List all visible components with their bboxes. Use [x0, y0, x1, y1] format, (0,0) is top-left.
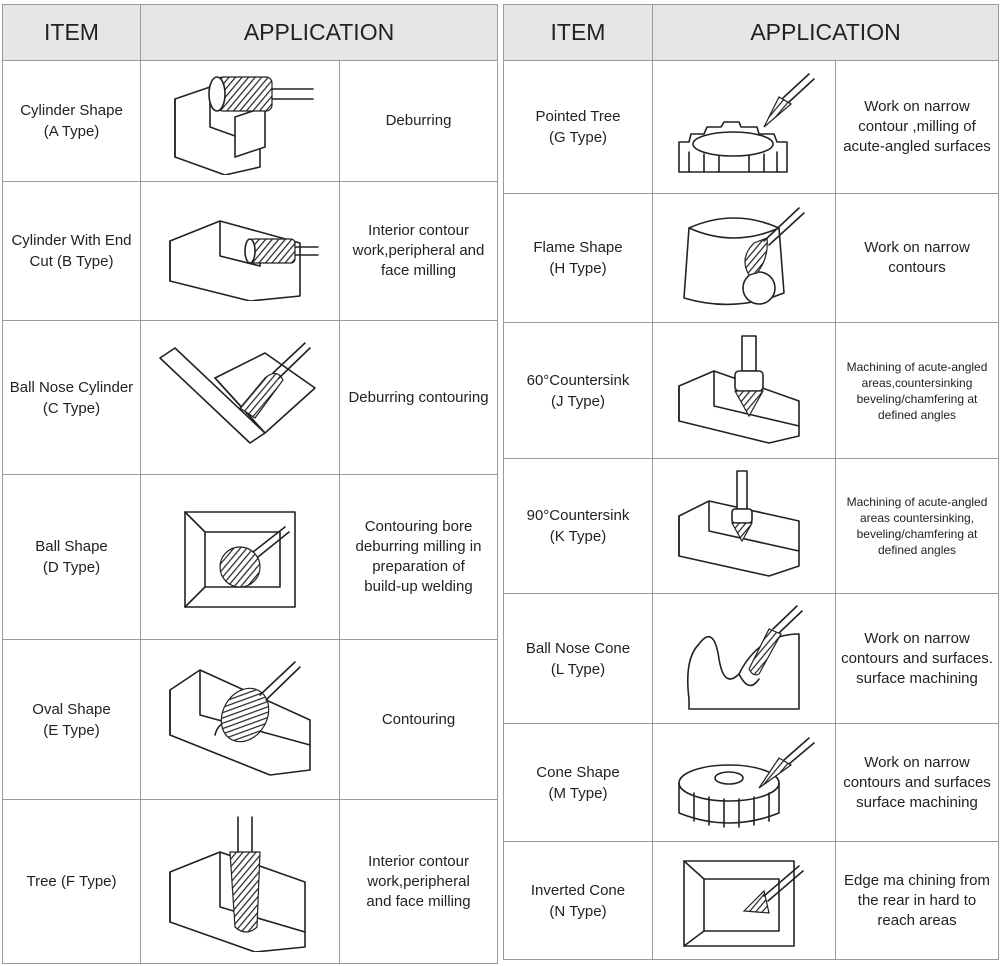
- ball-nose-cylinder-illustration: [141, 321, 340, 475]
- item-name: Ball Nose Cone (L Type): [504, 594, 653, 724]
- item-name: Tree (F Type): [3, 800, 141, 964]
- table-row: [3, 800, 498, 964]
- item-header: ITEM: [3, 5, 141, 61]
- application-text: Deburring contouring: [340, 321, 498, 475]
- item-name: Flame Shape (H Type): [504, 194, 653, 323]
- table-row: [504, 842, 999, 960]
- ball-nose-cone-illustration: [653, 594, 836, 724]
- application-text: Interior contour work,peripheral and face milling: [340, 182, 498, 321]
- pointed-tree-illustration: [653, 61, 836, 194]
- item-name: Oval Shape (E Type): [3, 640, 141, 800]
- cylinder-end-cut-illustration: [141, 182, 340, 321]
- inverted-cone-illustration: [653, 842, 836, 960]
- tree-burr-illustration: [141, 800, 340, 964]
- item-name: Cylinder Shape (A Type): [3, 61, 141, 182]
- application-header: APPLICATION: [653, 5, 999, 61]
- table-row: [504, 61, 999, 194]
- table-row: [504, 194, 999, 323]
- table-row: [3, 321, 498, 475]
- application-text: Contouring bore deburring milling in preparation of build-up welding: [340, 475, 498, 640]
- table-row: [3, 61, 498, 182]
- item-name: Cylinder With End Cut (B Type): [3, 182, 141, 321]
- table-row: [504, 459, 999, 594]
- table-row: [3, 182, 498, 321]
- left-table: [2, 4, 498, 964]
- countersink-90-illustration: [653, 459, 836, 594]
- item-name: Inverted Cone (N Type): [504, 842, 653, 960]
- flame-burr-illustration: [653, 194, 836, 323]
- oval-burr-illustration: [141, 640, 340, 800]
- item-name: 60°Countersink (J Type): [504, 323, 653, 459]
- table-row: [3, 475, 498, 640]
- item-name: Ball Nose Cylinder (C Type): [3, 321, 141, 475]
- item-name: Pointed Tree (G Type): [504, 61, 653, 194]
- application-header: APPLICATION: [141, 5, 498, 61]
- left-header-row: [3, 5, 498, 61]
- right-table: [503, 4, 999, 960]
- ball-burr-illustration: [141, 475, 340, 640]
- table-row: [3, 640, 498, 800]
- table-row: [504, 724, 999, 842]
- countersink-60-illustration: [653, 323, 836, 459]
- application-text: Work on narrow contours and surfaces. surface machining: [836, 594, 999, 724]
- application-text: Contouring: [340, 640, 498, 800]
- item-name: 90°Countersink (K Type): [504, 459, 653, 594]
- cylinder-burr-illustration: [141, 61, 340, 182]
- application-text: Edge ma chining from the rear in hard to reach areas: [836, 842, 999, 960]
- table-row: [504, 323, 999, 459]
- item-header: ITEM: [504, 5, 653, 61]
- item-name: Ball Shape (D Type): [3, 475, 141, 640]
- application-text: Machining of acute-angled areas countersinking, beveling/chamfering at defined angles: [836, 459, 999, 594]
- item-name: Cone Shape (M Type): [504, 724, 653, 842]
- application-text: Deburring: [340, 61, 498, 182]
- application-text: Work on narrow contour ,milling of acute-angled surfaces: [836, 61, 999, 194]
- application-text: Work on narrow contours and surfaces surface machining: [836, 724, 999, 842]
- application-text: Work on narrow contours: [836, 194, 999, 323]
- table-row: [504, 594, 999, 724]
- right-header-row: [504, 5, 999, 61]
- cone-burr-illustration: [653, 724, 836, 842]
- application-text: Interior contour work,peripheral and face milling: [340, 800, 498, 964]
- application-text: Machining of acute-angled areas,countersinking beveling/chamfering at defined angles: [836, 323, 999, 459]
